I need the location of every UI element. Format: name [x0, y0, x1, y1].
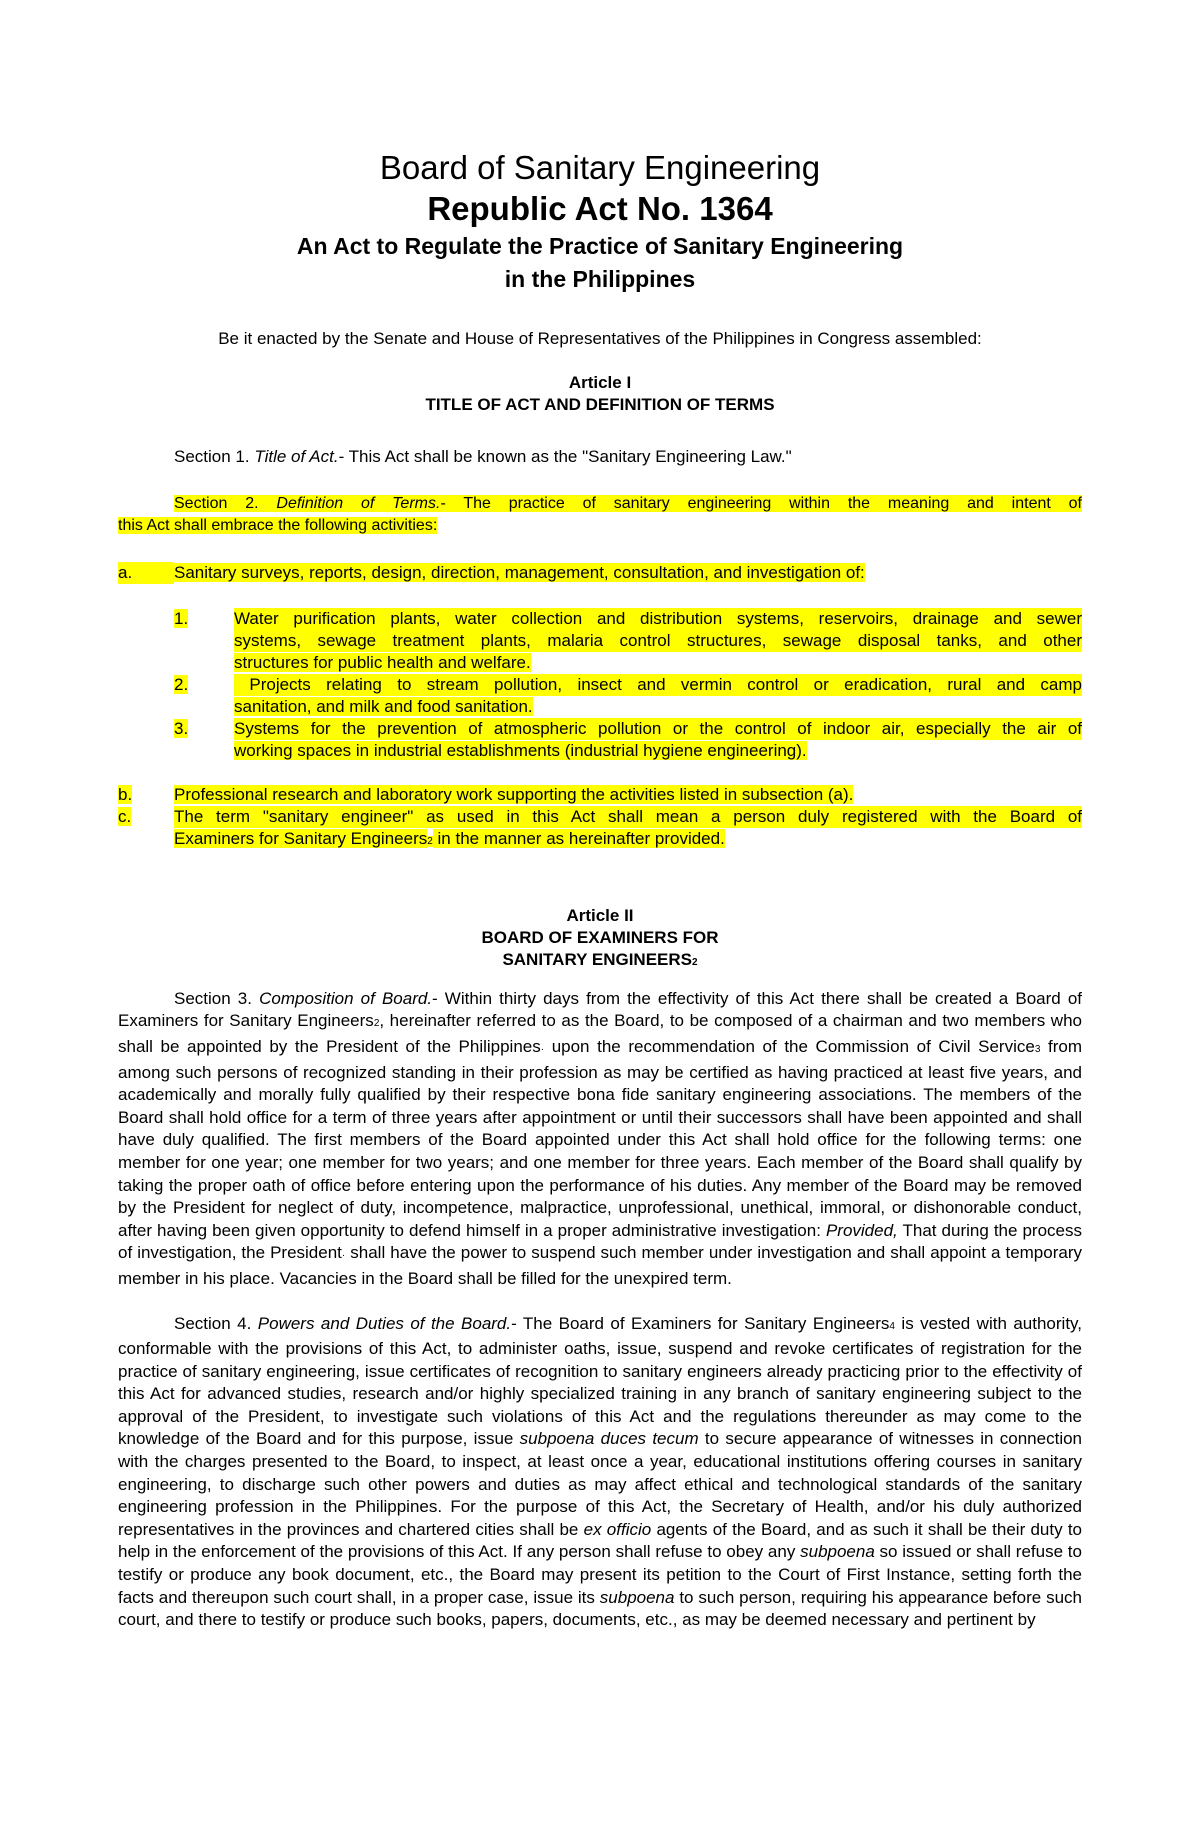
footnote-ref-dot: · — [540, 1043, 545, 1055]
section-2-text-a: - The practice of sanitary engineering within the meaning and intent of — [440, 494, 1082, 512]
clause-c-label: c. — [118, 806, 132, 826]
article-2-heading: Article II — [566, 905, 634, 925]
sub-item-3-line-1: Systems for the prevention of atmospheric pollution or the control of indoor air, especially the air of — [234, 718, 1082, 738]
clauses-b-c — [118, 784, 1082, 853]
sub-item-2 — [174, 674, 1082, 718]
section-3-label: Section 3. — [174, 988, 252, 1008]
clause-c-line-2a: Examiners for Sanitary Engineers — [174, 828, 428, 848]
section-3-title: Composition of Board. — [259, 988, 433, 1008]
clause-c-line-1: The term "sanitary engineer" as used in this Act shall mean a person duly registered with the Board of — [174, 806, 1082, 826]
sub-item-1-line-1: Water purification plants, water collection and distribution systems, reservoirs, drainage and sewer — [234, 608, 1082, 628]
clause-b-label: b. — [118, 784, 133, 804]
footnote-ref-2: 2 — [427, 835, 433, 847]
act-subtitle-line-2: in the Philippines — [504, 266, 696, 292]
article-1-heading: Article I — [568, 373, 632, 392]
article-2-title-line-2: SANITARY ENGINEERS2 — [502, 949, 698, 969]
clause-b — [118, 784, 1082, 806]
footnote-ref-2: 2 — [373, 1018, 380, 1030]
board-title: Board of Sanitary Engineering — [379, 149, 821, 186]
section-1-text: - This Act shall be known as the "Sanitary Engineering Law." — [338, 447, 792, 466]
enacting-clause: Be it enacted by the Senate and House of Representatives of the Philippines in Congress assembled: — [218, 329, 982, 348]
sub-item-2-line-1: Projects relating to stream pollution, insect and vermin control or eradication, rural and camp — [234, 674, 1082, 694]
section-2-text-b: this Act shall embrace the following activities: — [118, 517, 438, 535]
article-1 — [118, 372, 1082, 853]
section-1-title: Title of Act. — [254, 447, 339, 466]
footnote-ref-4: 4 — [889, 1320, 895, 1332]
article-2-title-line-1: BOARD OF EXAMINERS FOR — [481, 927, 719, 947]
sub-item-1 — [174, 608, 1082, 674]
footnote-ref-2: 2 — [692, 956, 698, 968]
footnote-ref-3: 3 — [1034, 1043, 1041, 1055]
act-subtitle-line-1: An Act to Regulate the Practice of Sanitary Engineering — [296, 233, 904, 259]
sub-item-2-label: 2. — [174, 674, 189, 694]
section-2 — [118, 493, 1082, 538]
footnote-ref-dot: · — [341, 1250, 346, 1262]
clause-c-line-2b: in the manner as hereinafter provided. — [432, 828, 725, 848]
section-2-label: Section 2. — [174, 494, 259, 512]
clause-a-sublist — [118, 608, 1082, 762]
section-1-label: Section 1. — [174, 447, 250, 466]
act-number: Republic Act No. 1364 — [427, 190, 773, 227]
clause-c — [118, 806, 1082, 853]
clause-a-text: Sanitary surveys, reports, design, direction, management, consultation, and investigation of: — [174, 562, 865, 582]
sub-item-1-line-3: structures for public health and welfare. — [234, 652, 531, 672]
article-2 — [118, 905, 1082, 1632]
section-4: Section 4. Powers and Duties of the Board.- The Board of Examiners for Sanitary Engineers4 is vested with authority, conformable with the provisions of this Act, to administer oaths, issue, suspend and revoke certificates of registration for the practice of sanitary engineering, issue certificates of recognition to sanitary engineers already practicing prior to the effectivity of this Act for advanced studies, research and/or highly specialized training in any branch of sanitary engineering subject to the approval of the President, to investigate such violations of this Act and the regulations thereunder as may come to the knowledge of the Board and for this purpose, issue subpoena duces tecum to secure appearance of witnesses in connection with the charges presented to the Board, to inspect, at least once a year, educational institutions offering courses in sanitary engineering, to discharge such other powers and duties as may affect ethical and technological standards of the sanitary engineering profession in the Philippines. For the purpose of this Act, the Secretary of Health, and/or his duly authorized representatives in the provinces and chartered cities shall be ex officio agents of the Board, and as such it shall be their duty to help in the enforcement of the provisions of this Act. If any person shall refuse to obey any subpoena so issued or shall refuse to testify or produce any book document, etc., the Board may present its petition to the Court of First Instance, setting forth the facts and thereupon such court shall, in a proper case, issue its subpoena to such person, requiring his appearance before such court, and there to testify or produce such books, papers, documents, etc., as may be deemed necessary and pertinent by — [118, 1313, 1083, 1630]
section-3: Section 3. Composition of Board.- Within thirty days from the effectivity of this Act there shall be created a Board of Examiners for Sanitary Engineers2, hereinafter referred to as the Board, to be composed of a chairman and two members who shall be appointed by the President of the Philippines· upon the recommendation of the Commission of Civil Service3 from among such persons of recognized standing in their profession as may be certified as having practiced at least five years, and academically and morally fully qualified by their respective bona fide sanitary engineering associations. The members of the Board shall hold office for a term of three years after appointment or until their successors shall have been appointed and shall have duly qualified. The first members of the Board appointed under this Act shall hold office for the following terms: one member for one year; one member for two years; and one member for three years. Each member of the Board shall qualify by taking the proper oath of office before entering upon the performance of his duties. Any member of the Board may be removed by the President for neglect of duty, incompetence, malpractice, unprofessional, unethical, immoral, or dishonorable conduct, after having been given opportunity to defend himself in a proper administrative investigation: Provided, That during the process of investigation, the President· shall have the power to suspend such member under investigation and shall appoint a temporary member in his place. Vacancies in the Board shall be filled for the unexpired term. — [118, 988, 1083, 1288]
section-4-label: Section 4. — [174, 1313, 252, 1333]
sub-item-1-label: 1. — [174, 608, 189, 628]
document-header — [118, 148, 1082, 296]
sub-item-3-line-2: working spaces in industrial establishments (industrial hygiene engineering). — [234, 740, 807, 760]
section-4-title: Powers and Duties of the Board. — [257, 1313, 512, 1333]
sub-item-3-label: 3. — [174, 718, 189, 738]
clause-a-label: a. — [118, 562, 174, 584]
clause-a — [118, 562, 1082, 584]
sub-item-3 — [174, 718, 1082, 762]
sub-item-2-line-2: sanitation, and milk and food sanitation. — [234, 696, 533, 716]
sub-item-1-line-2: systems, sewage treatment plants, malaria control structures, sewage disposal tanks, and other — [234, 630, 1082, 650]
section-2-title: Definition of Terms. — [276, 494, 441, 512]
section-1 — [118, 446, 1082, 469]
article-1-title: TITLE OF ACT AND DEFINITION OF TERMS — [425, 395, 775, 414]
clause-b-text: Professional research and laboratory work supporting the activities listed in subsection (a). — [174, 784, 854, 804]
